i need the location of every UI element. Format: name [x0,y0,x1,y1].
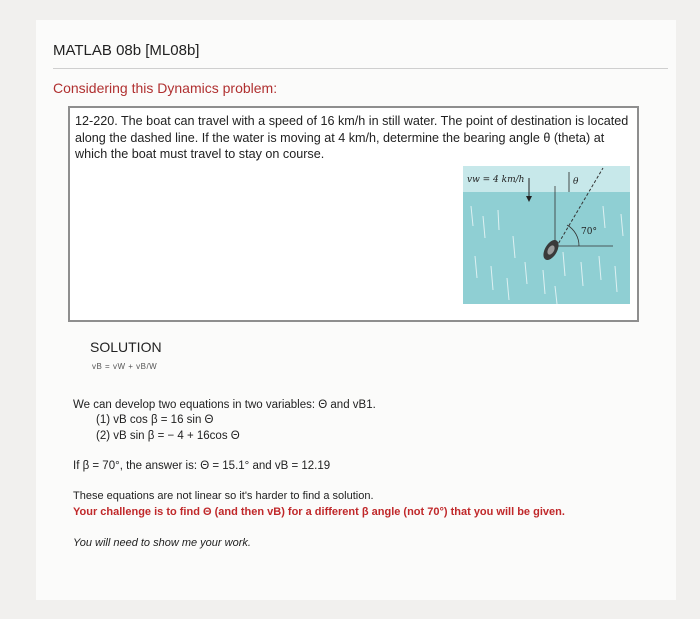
show-work-note: You will need to show me your work. [73,537,251,549]
boat-diagram [463,166,630,304]
equation-1: (1) vB cos β = 16 sin Θ [96,414,214,426]
page-title: MATLAB 08b [ML08b] [53,42,200,59]
boat-figure [463,166,630,304]
challenge-text: Your challenge is to find Θ (and then vB) for a different β angle (not 70°) that you will be given. [73,506,565,518]
problem-box [68,106,639,322]
solution-intro: We can develop two equations in two variables: Θ and vB1. [73,399,376,411]
vector-equation: vB = vW + vB/W [92,362,158,371]
divider [53,68,668,69]
problem-statement: 12-220. The boat can travel with a speed of 16 km/h in still water. The point of destination is located along the dashed line. If the water is moving at 4 km/h, determine the bearing angle θ (theta) at which the boat must travel to stay on course. [75,114,629,161]
solution-title: SOLUTION [90,339,162,355]
answer-line: If β = 70°, the answer is: Θ = 15.1° and vB = 12.19 [73,460,331,472]
water-speed-label: vw = 4 km/h [467,175,525,185]
section-subheading: Considering this Dynamics problem: [53,80,278,96]
nonlinear-note: These equations are not linear so it's harder to find a solution. [73,490,374,502]
angle-label: 70° [581,227,597,237]
theta-label: θ [573,177,579,187]
equation-2: (2) vB sin β = − 4 + 16cos Θ [96,430,240,442]
